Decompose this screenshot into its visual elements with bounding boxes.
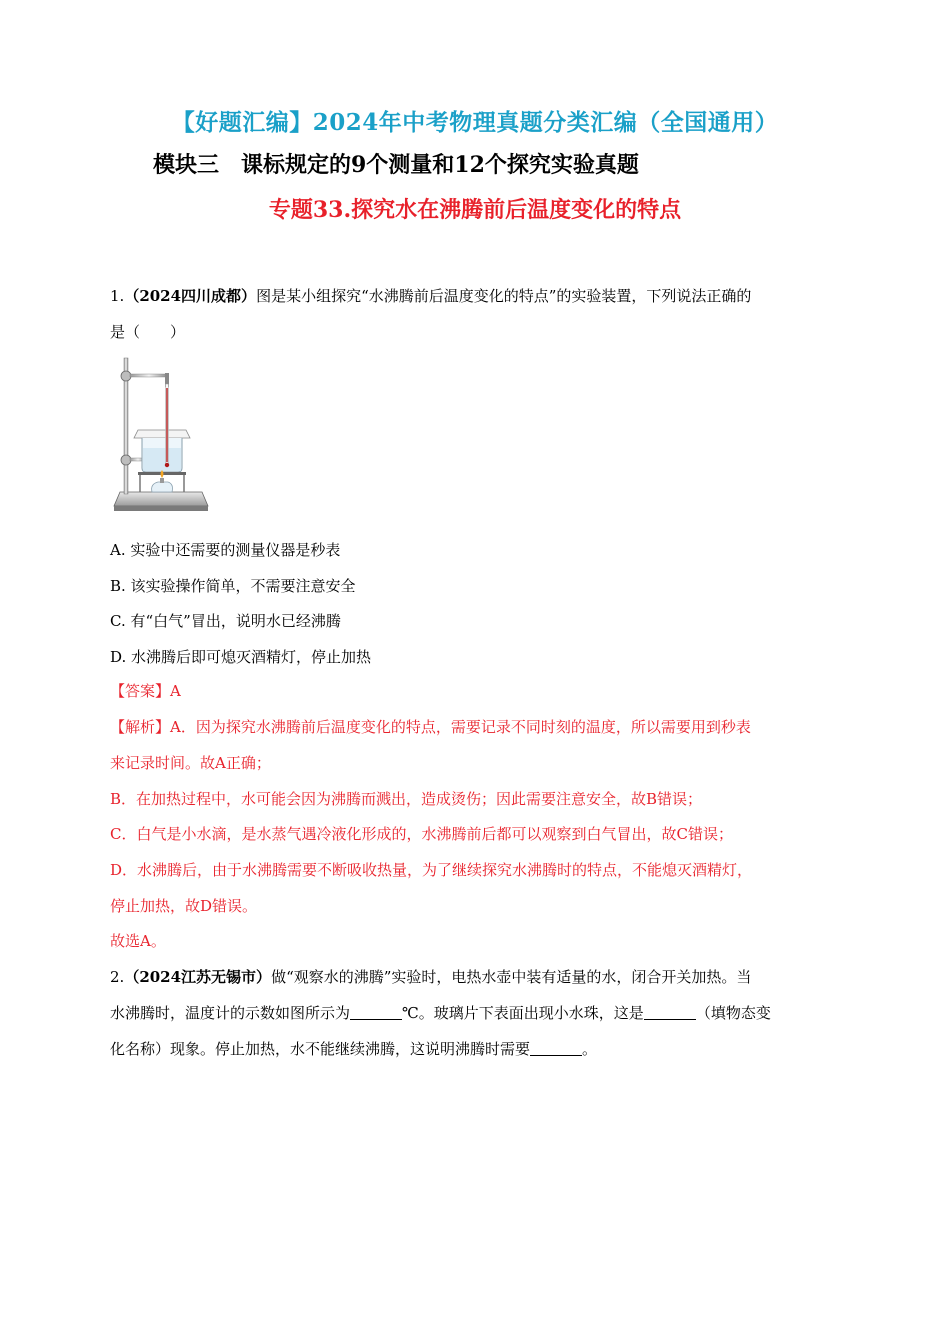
answer-blank-3[interactable] xyxy=(530,1041,582,1056)
q1-conclusion: 故选A。 xyxy=(110,932,166,950)
q2-number: 2. xyxy=(110,968,125,986)
q2-source: （2024江苏无锡市） xyxy=(124,968,272,986)
q2-text1: 做“观察水的沸腾”实验时，电热水壶中装有适量的水，闭合开关加热。当 xyxy=(271,968,752,986)
q1-analysis-d1: D．水沸腾后，由于水沸腾需要不断吸收热量，为了继续探究水沸腾时的特点，不能熄灭酒精灯， xyxy=(110,861,753,879)
q2-text2a: 水沸腾时，温度计的示数如图所示为 xyxy=(110,1004,351,1022)
answer-blank-1[interactable] xyxy=(350,1005,402,1020)
q2-line2 xyxy=(110,1003,771,1023)
q1-stem-line1 xyxy=(110,286,751,306)
q1-source: （2024四川成都） xyxy=(124,287,257,305)
q2-text3b: 。 xyxy=(582,1040,598,1058)
upper-clamp xyxy=(121,371,131,381)
q1-option-b: B. 该实验操作简单，不需要注意安全 xyxy=(110,577,356,595)
upper-arm xyxy=(130,374,168,377)
q2-text2c: （填物态变 xyxy=(695,1004,771,1022)
beaker-cover xyxy=(134,430,190,438)
module-title: 模块三 课标规定的9个测量和12个探究实验真题 xyxy=(153,152,639,178)
topic-title: 专题33.探究水在沸腾前后温度变化的特点 xyxy=(268,197,682,223)
answer-label: 【答案】 xyxy=(110,682,171,700)
lower-clamp xyxy=(121,455,131,465)
q1-stem-line2: 是（ ） xyxy=(110,323,186,341)
answer-blank-2[interactable] xyxy=(644,1005,696,1020)
q2-text2b: ℃。玻璃片下表面出现小水珠，这是 xyxy=(402,1004,644,1022)
thermometer-bulb xyxy=(165,463,169,467)
q1-analysis-d2: 停止加热，故D错误。 xyxy=(110,897,258,915)
water xyxy=(143,448,181,471)
q2-line3 xyxy=(110,1039,597,1059)
answer-value: A xyxy=(170,682,181,700)
q1-option-d: D. 水沸腾后即可熄灭酒精灯，停止加热 xyxy=(110,648,372,666)
boiling-apparatus-figure xyxy=(110,354,212,514)
q1-analysis-line2: 来记录时间。故A正确； xyxy=(110,754,271,772)
lamp-wick-holder xyxy=(160,478,164,483)
q1-option-a: A. 实验中还需要的测量仪器是秒表 xyxy=(110,541,341,559)
analysis-label: 【解析】 xyxy=(110,718,171,736)
q1-analysis-line1 xyxy=(110,717,751,737)
stand-base-edge xyxy=(114,506,208,511)
q1-analysis-c: C．白气是小水滴，是水蒸气遇冷液化形成的，水沸腾前后都可以观察到白气冒出，故C错误； xyxy=(110,825,733,843)
analysis-a-text: A．因为探究水沸腾前后温度变化的特点，需要记录不同时刻的温度，所以需要用到秒表 xyxy=(170,718,751,736)
q1-stem-text: 图是某小组探究“水沸腾前后温度变化的特点”的实验装置，下列说法正确的 xyxy=(256,287,752,305)
collection-title: 【好题汇编】2024年中考物理真题分类汇编（全国通用） xyxy=(171,109,779,136)
q2-line1 xyxy=(110,967,751,987)
q1-option-c: C. 有“白气”冒出，说明水已经沸腾 xyxy=(110,612,341,630)
alcohol-lamp xyxy=(152,482,173,492)
q2-text3a: 化名称）现象。停止加热，水不能继续沸腾，这说明沸腾时需要 xyxy=(110,1040,531,1058)
q1-analysis-b: B．在加热过程中，水可能会因为沸腾而溅出，造成烫伤；因此需要注意安全，故B错误； xyxy=(110,790,703,808)
q1-answer xyxy=(110,681,181,701)
q1-number: 1. xyxy=(110,287,125,305)
thermometer-liquid xyxy=(166,388,167,462)
